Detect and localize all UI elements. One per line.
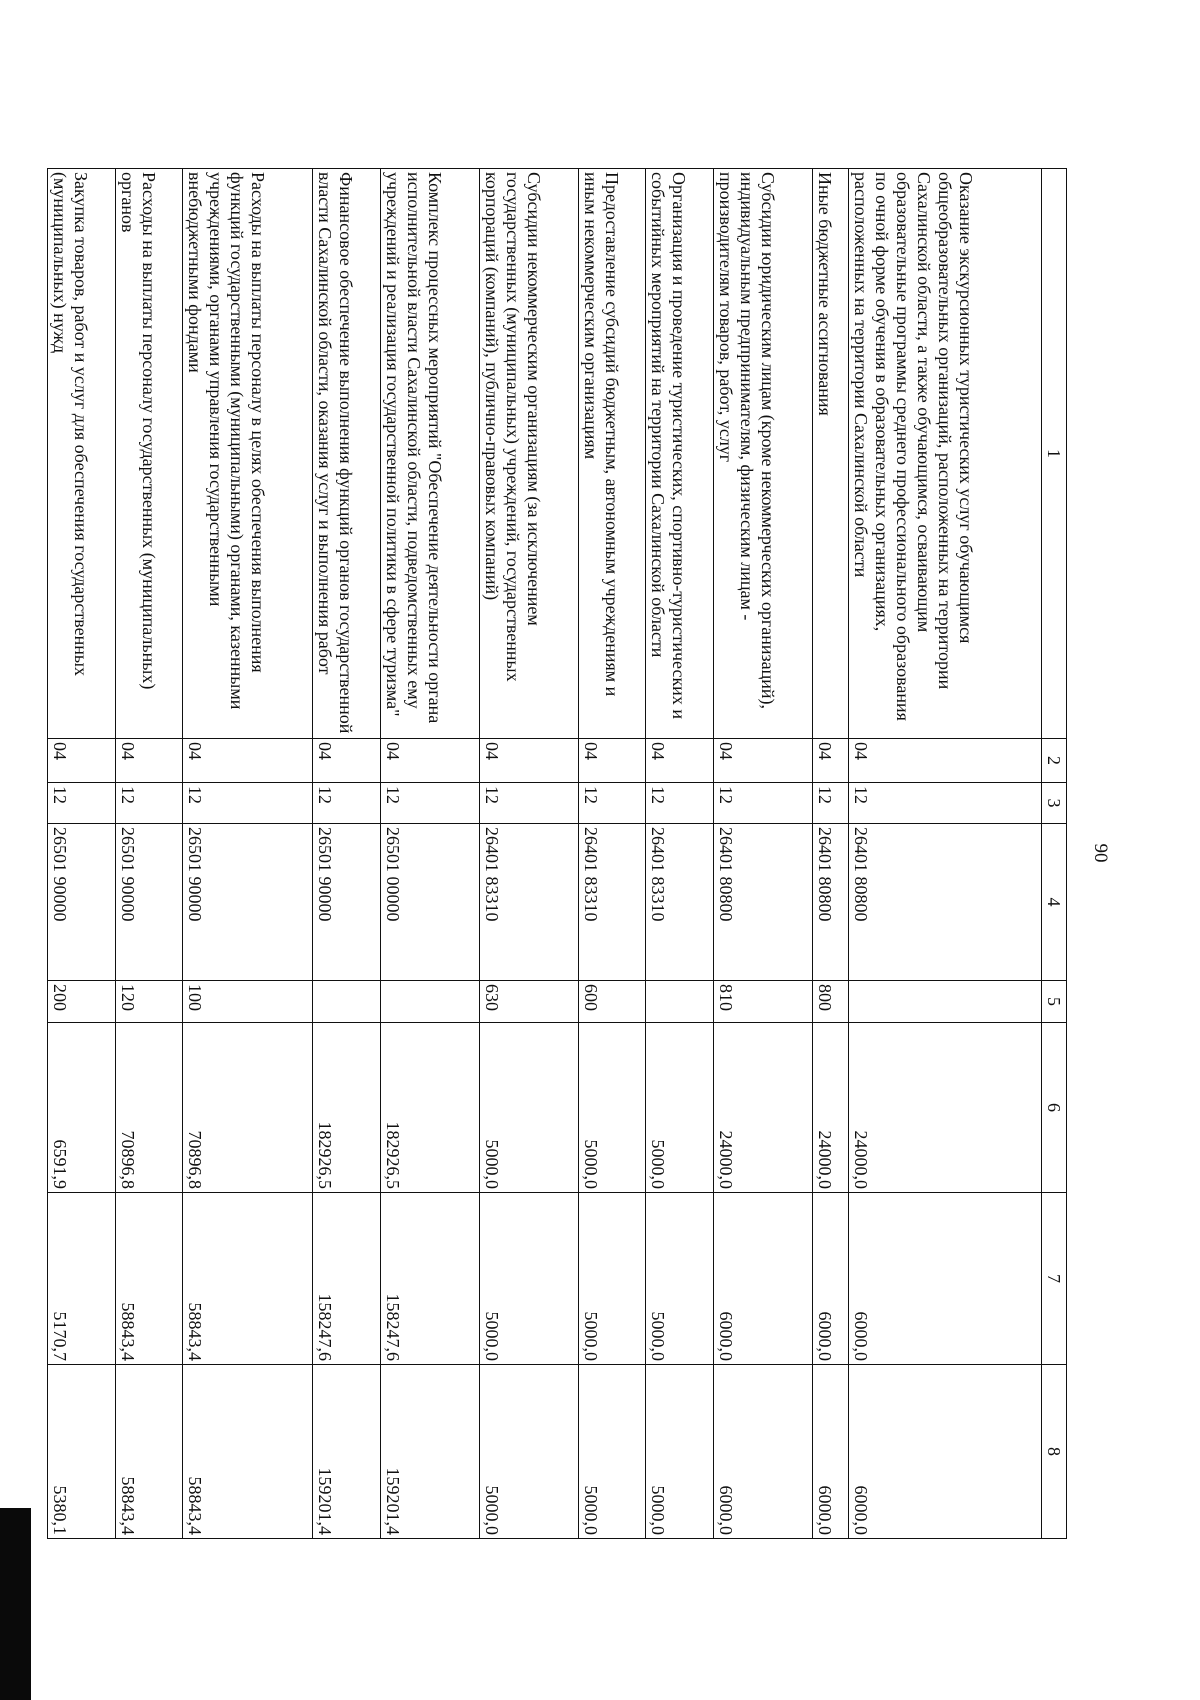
amount-year-2: 5000,0 [646,1193,713,1365]
row-description: Расходы на выплаты персоналу в целях обеспечения выполнения функций государственными (муниципальными) органами, казенными учреждениями, органами управления государственными внебюджетными фондами [183,169,313,739]
table-row [48,169,116,1539]
amount-year-1: 6591,9 [48,1023,116,1193]
page-number: 90 [1090,843,1111,863]
table-row [115,169,182,1539]
section-code: 04 [313,739,380,783]
subsection-code: 12 [646,783,713,824]
amount-year-1: 70896,8 [183,1023,313,1193]
column-header-2: 2 [1042,739,1067,783]
row-description: Оказание экскурсионных туристических услуг обучающимся общеобразовательных организаций, расположенных на территории Сахалинской области, а также обучающимся, осваивающим образовательные программы среднего профессионального образования по очной форме обучения в образовательных организациях, расположенных на территории Сахалинской области [848,169,1041,739]
amount-year-1: 24000,0 [812,1023,848,1193]
target-article-code: 26401 83310 [479,824,578,981]
amount-year-1: 5000,0 [646,1023,713,1193]
section-code: 04 [115,739,182,783]
amount-year-2: 158247,6 [380,1193,479,1365]
rotated-table-frame [47,168,1111,1538]
amount-year-1: 182926,5 [313,1023,380,1193]
scan-edge-black-tab [0,1508,31,1700]
amount-year-3: 6000,0 [848,1365,1041,1539]
amount-year-1: 24000,0 [848,1023,1041,1193]
amount-year-3: 5380,1 [48,1365,116,1539]
budget-table [47,168,1067,1539]
document-page [47,168,1111,1538]
target-article-code: 26501 90000 [313,824,380,981]
section-code: 04 [380,739,479,783]
column-header-8: 8 [1042,1365,1067,1539]
column-header-4: 4 [1042,824,1067,981]
table-row [713,169,812,1539]
subsection-code: 12 [479,783,578,824]
amount-year-3: 5000,0 [646,1365,713,1539]
subsection-code: 12 [578,783,645,824]
amount-year-2: 6000,0 [713,1193,812,1365]
section-code: 04 [646,739,713,783]
section-code: 04 [578,739,645,783]
row-description: Финансовое обеспечение выполнения функций органов государственной власти Сахалинской области, оказания услуг и выполнения работ [313,169,380,739]
row-description: Предоставление субсидий бюджетным, автономным учреждениям и иным некоммерческим организациям [578,169,645,739]
column-header-5: 5 [1042,981,1067,1023]
target-article-code: 26401 80800 [713,824,812,981]
column-header-3: 3 [1042,783,1067,824]
expense-type-code: 120 [115,981,182,1023]
column-header-6: 6 [1042,1023,1067,1193]
section-code: 04 [479,739,578,783]
amount-year-2: 5000,0 [578,1193,645,1365]
subsection-code: 12 [313,783,380,824]
subsection-code: 12 [713,783,812,824]
table-row [380,169,479,1539]
section-code: 04 [812,739,848,783]
column-header-1: 1 [1042,169,1067,739]
amount-year-2: 158247,6 [313,1193,380,1365]
target-article-code: 26501 90000 [48,824,116,981]
target-article-code: 26501 00000 [380,824,479,981]
row-description: Субсидии юридическим лицам (кроме некоммерческих организаций), индивидуальным предпринимателям, физическим лицам - производителям товаров, работ, услуг [713,169,812,739]
target-article-code: 26501 90000 [183,824,313,981]
expense-type-code [313,981,380,1023]
target-article-code: 26401 80800 [848,824,1041,981]
table-row [578,169,645,1539]
amount-year-1: 70896,8 [115,1023,182,1193]
expense-type-code: 100 [183,981,313,1023]
amount-year-2: 58843,4 [183,1193,313,1365]
column-header-7: 7 [1042,1193,1067,1365]
amount-year-2: 5170,7 [48,1193,116,1365]
section-code: 04 [713,739,812,783]
amount-year-3: 159201,4 [313,1365,380,1539]
table-row [812,169,848,1539]
amount-year-1: 5000,0 [578,1023,645,1193]
section-code: 04 [183,739,313,783]
amount-year-3: 58843,4 [115,1365,182,1539]
expense-type-code [646,981,713,1023]
subsection-code: 12 [48,783,116,824]
expense-type-code: 630 [479,981,578,1023]
expense-type-code: 600 [578,981,645,1023]
amount-year-3: 6000,0 [713,1365,812,1539]
expense-type-code: 800 [812,981,848,1023]
table-row [646,169,713,1539]
section-code: 04 [848,739,1041,783]
target-article-code: 26501 90000 [115,824,182,981]
header-row [1042,169,1067,1539]
expense-type-code: 200 [48,981,116,1023]
table-row [313,169,380,1539]
subsection-code: 12 [183,783,313,824]
amount-year-3: 159201,4 [380,1365,479,1539]
row-description: Закупка товаров, работ и услуг для обеспечения государственных (муниципальных) нужд [48,169,116,739]
amount-year-1: 182926,5 [380,1023,479,1193]
amount-year-3: 5000,0 [479,1365,578,1539]
table-body [48,169,1042,1539]
subsection-code: 12 [380,783,479,824]
subsection-code: 12 [848,783,1041,824]
row-description: Расходы на выплаты персоналу государственных (муниципальных) органов [115,169,182,739]
subsection-code: 12 [115,783,182,824]
amount-year-2: 6000,0 [812,1193,848,1365]
expense-type-code [380,981,479,1023]
row-description: Субсидии некоммерческим организациям (за исключением государственных (муниципальных) учреждений, государственных корпораций (компаний), публично-правовых компаний) [479,169,578,739]
amount-year-1: 5000,0 [479,1023,578,1193]
row-description: Организация и проведение туристических, спортивно-туристических и событийных мероприятий на территории Сахалинской области [646,169,713,739]
expense-type-code: 810 [713,981,812,1023]
expense-type-code [848,981,1041,1023]
amount-year-2: 6000,0 [848,1193,1041,1365]
target-article-code: 26401 80800 [812,824,848,981]
amount-year-2: 5000,0 [479,1193,578,1365]
table-row [479,169,578,1539]
section-code: 04 [48,739,116,783]
table-row [848,169,1041,1539]
subsection-code: 12 [812,783,848,824]
amount-year-2: 58843,4 [115,1193,182,1365]
table-row [183,169,313,1539]
row-description: Иные бюджетные ассигнования [812,169,848,739]
amount-year-3: 6000,0 [812,1365,848,1539]
amount-year-3: 58843,4 [183,1365,313,1539]
target-article-code: 26401 83310 [578,824,645,981]
target-article-code: 26401 83310 [646,824,713,981]
amount-year-1: 24000,0 [713,1023,812,1193]
row-description: Комплекс процессных мероприятий "Обеспечение деятельности органа исполнительной власти Сахалинской области, подведомственных ему учреждений и реализация государственной политики в сфере туризма" [380,169,479,739]
amount-year-3: 5000,0 [578,1365,645,1539]
